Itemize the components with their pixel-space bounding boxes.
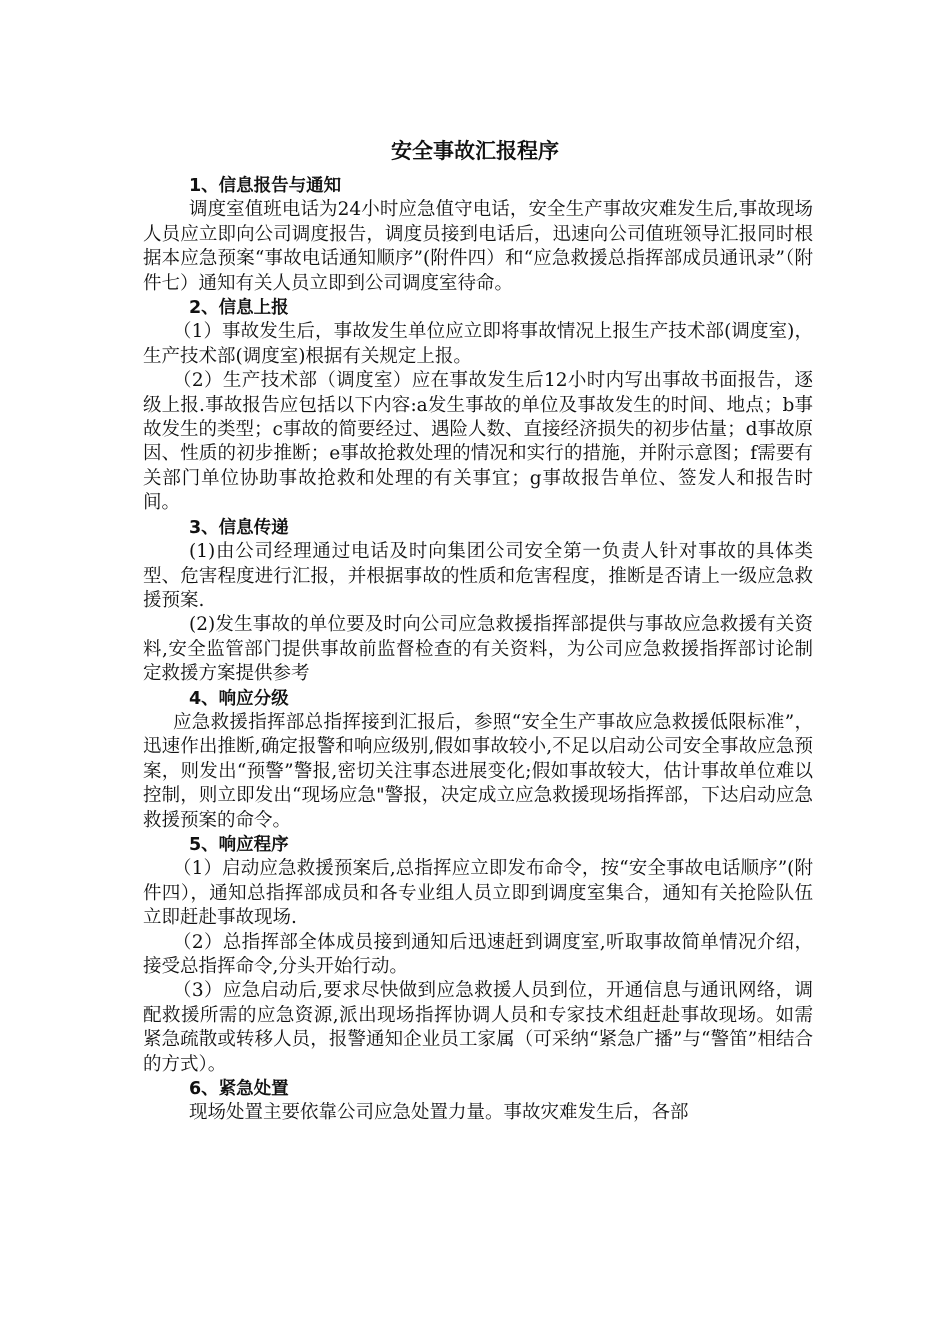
document-body — [143, 174, 813, 1126]
section-heading-2: 2、信息上报 — [189, 298, 289, 319]
section-5-paragraph-1: （1）启动应急救援预案后,总指挥应立即发布命令，按“安全事故电话顺序”(附件四），通知总指挥部成员和各专业组人员立即到调度室集合，通知有关抢险队伍立即赶赴事故现场. — [143, 858, 813, 929]
section-heading-4: 4、响应分级 — [189, 688, 289, 709]
section-4-paragraph-1: 应急救援指挥部总指挥接到汇报后，参照“安全生产事故应急救援低限标准”，迅速作出推断,确定报警和响应级别,假如事故较小,不足以启动公司安全事故应急预案，则发出“预警”警报,密切关注事态进展变化;假如事故较大，估计事故单位难以控制，则立即发出“现场应急"警报，决定成立应急救援现场指挥部，下达启动应急救援预案的命令。 — [143, 711, 813, 831]
section-1-paragraph-1: 调度室值班电话为24小时应急值守电话，安全生产事故灾难发生后,事故现场人员应立即向公司调度报告，调度员接到电话后，迅速向公司值班领导汇报同时根据本应急预案“事故电话通知顺序”(附件四）和“应急救援总指挥部成员通讯录”（附件七）通知有关人员立即到公司调度室待命。 — [143, 199, 813, 294]
section-heading-1: 1、信息报告与通知 — [189, 176, 342, 196]
section-5-paragraph-3: （3）应急启动后,要求尽快做到应急救援人员到位，开通信息与通讯网络，调配救援所需的应急资源,派出现场指挥协调人员和专家技术组赶赴事故现场。如需紧急疏散或转移人员，报警通知企业员工家属（可采纳“紧急广播”与“警笛”相结合的方式）。 — [143, 980, 813, 1075]
section-3-paragraph-1: (1)由公司经理通过电话及时向集团公司安全第一负责人针对事故的具体类型、危害程度进行汇报，并根据事故的性质和危害程度，推断是否请上一级应急救援预案. — [143, 541, 813, 611]
section-6-paragraph-1: 现场处置主要依靠公司应急处置力量。事故灾难发生后，各部 — [189, 1102, 689, 1124]
section-5-paragraph-2: （2）总指挥部全体成员接到通知后迅速赶到调度室,听取事故简单情况介绍，接受总指挥命令,分头开始行动。 — [143, 931, 813, 977]
section-2-paragraph-2: （2）生产技术部（调度室）应在事故发生后12小时内写出事故书面报告，逐级上报.事故报告应包括以下内容:a发生事故的单位及事故发生的时间、地点；b事故发生的类型；c事故的简要经过、遇险人数、直接经济损失的初步估量；d事故原因、性质的初步推断；e事故抢救处理的情况和实行的措施，并附示意图；f需要有关部门单位协助事故抢救和处理的有关事宜；g事故报告单位、签发人和报告时间。 — [143, 370, 813, 514]
document-title: 安全事故汇报程序 — [391, 139, 559, 163]
section-2-paragraph-1: （1）事故发生后，事故发生单位应立即将事故情况上报生产技术部(调度室)，生产技术部(调度室)根据有关规定上报。 — [143, 321, 813, 367]
section-3-paragraph-2: (2)发生事故的单位要及时向公司应急救援指挥部提供与事故应急救援有关资料,安全监管部门提供事故前监督检查的有关资料，为公司应急救援指挥部讨论制定救援方案提供参考 — [143, 614, 813, 685]
section-heading-3: 3、信息传递 — [189, 517, 289, 538]
section-heading-6: 6、紧急处置 — [189, 1079, 289, 1100]
section-heading-5: 5、响应程序 — [189, 834, 289, 855]
